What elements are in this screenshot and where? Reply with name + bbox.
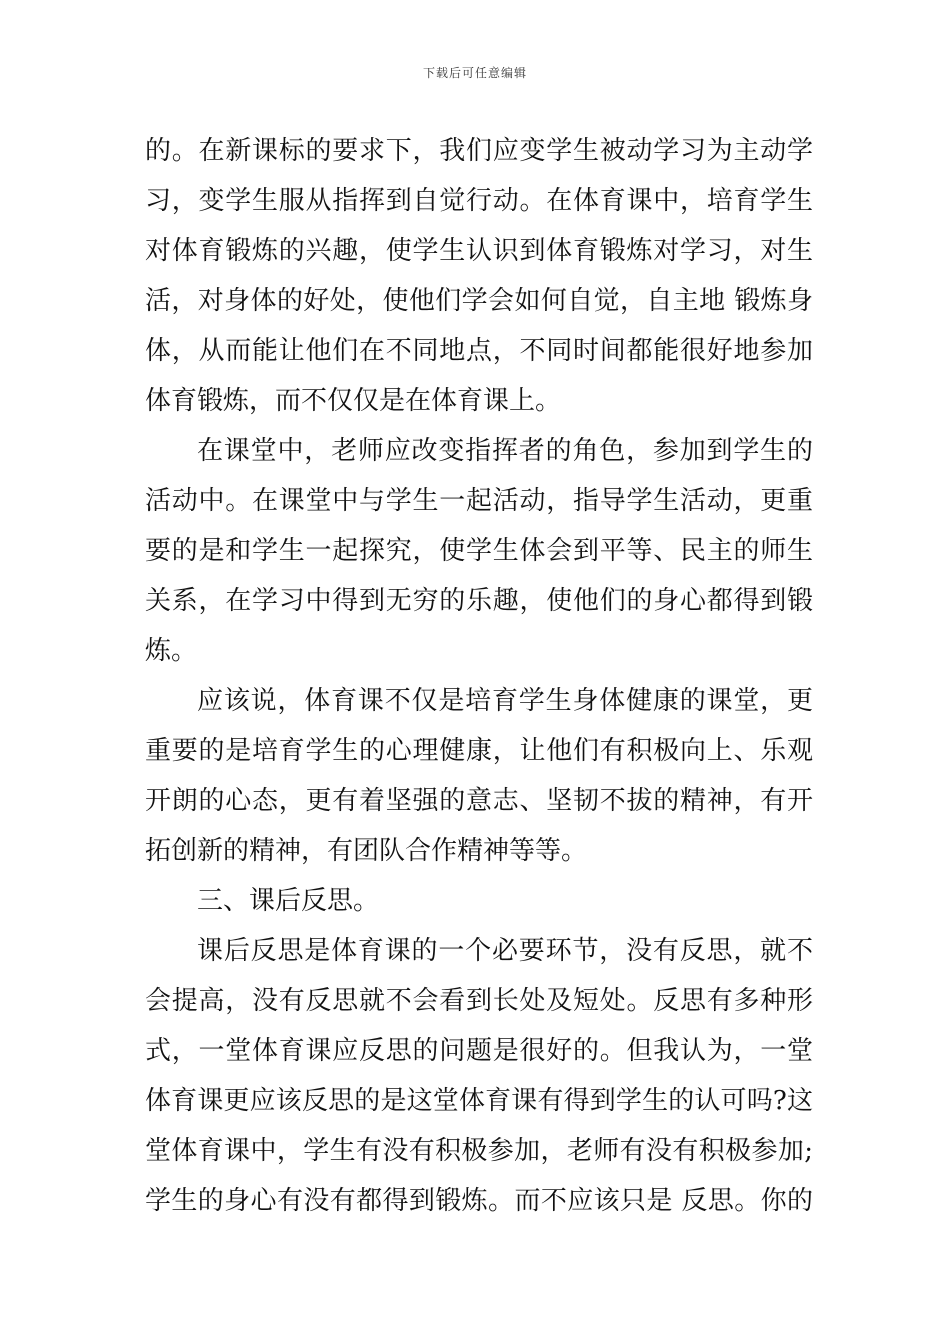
text-line: 活，对身体的好处，使他们学会如何自觉，自主地 锻炼身 — [145, 286, 813, 316]
text-line: 在课堂中，老师应改变指挥者的角色，参加到学生的 — [197, 436, 813, 466]
text-line: 三、课后反思。 — [197, 886, 380, 916]
text-line: 学生的身心有没有都得到锻炼。而不应该只是 反思。你的 — [145, 1186, 813, 1216]
document-body — [145, 126, 813, 1226]
text-line: 要的是和学生一起探究，使学生体会到平等、民主的师生 — [145, 536, 813, 566]
text-line: 式，一堂体育课应反思的问题是很好的。但我认为，一堂 — [145, 1036, 813, 1066]
text-line: 活动中。在课堂中与学生一起活动，指导学生活动，更重 — [145, 486, 813, 516]
text-line: 开朗的心态，更有着坚强的意志、坚韧不拔的精神，有开 — [145, 786, 813, 816]
text-line: 体，从而能让他们在不同地点，不同时间都能很好地参加 — [145, 336, 813, 366]
text-line: 炼。 — [145, 636, 198, 666]
text-line: 体育课更应该反思的是这堂体育课有得到学生的认可吗?这 — [145, 1086, 813, 1116]
text-line: 对体育锻炼的兴趣，使学生认识到体育锻炼对学习，对生 — [145, 236, 813, 266]
text-line: 习，变学生服从指挥到自觉行动。在体育课中，培育学生 — [145, 186, 813, 216]
text-line: 关系，在学习中得到无穷的乐趣，使他们的身心都得到锻 — [145, 586, 813, 616]
text-line: 拓创新的精神，有团队合作精神等等。 — [145, 836, 588, 866]
text-line: 的。在新课标的要求下，我们应变学生被动学习为主动学 — [145, 136, 813, 166]
text-line: 应该说，体育课不仅是培育学生身体健康的课堂，更 — [197, 686, 813, 716]
text-line: 堂体育课中，学生有没有积极参加，老师有没有积极参加; — [145, 1136, 813, 1166]
page-header: 下载后可任意编辑 — [422, 66, 527, 80]
text-line: 重要的是培育学生的心理健康，让他们有积极向上、乐观 — [145, 736, 813, 766]
text-line: 课后反思是体育课的一个必要环节，没有反思，就不 — [197, 936, 813, 966]
text-line: 会提高，没有反思就不会看到长处及短处。反思有多种形 — [145, 986, 813, 1016]
text-line: 体育锻炼，而不仅仅是在体育课上。 — [145, 386, 562, 416]
